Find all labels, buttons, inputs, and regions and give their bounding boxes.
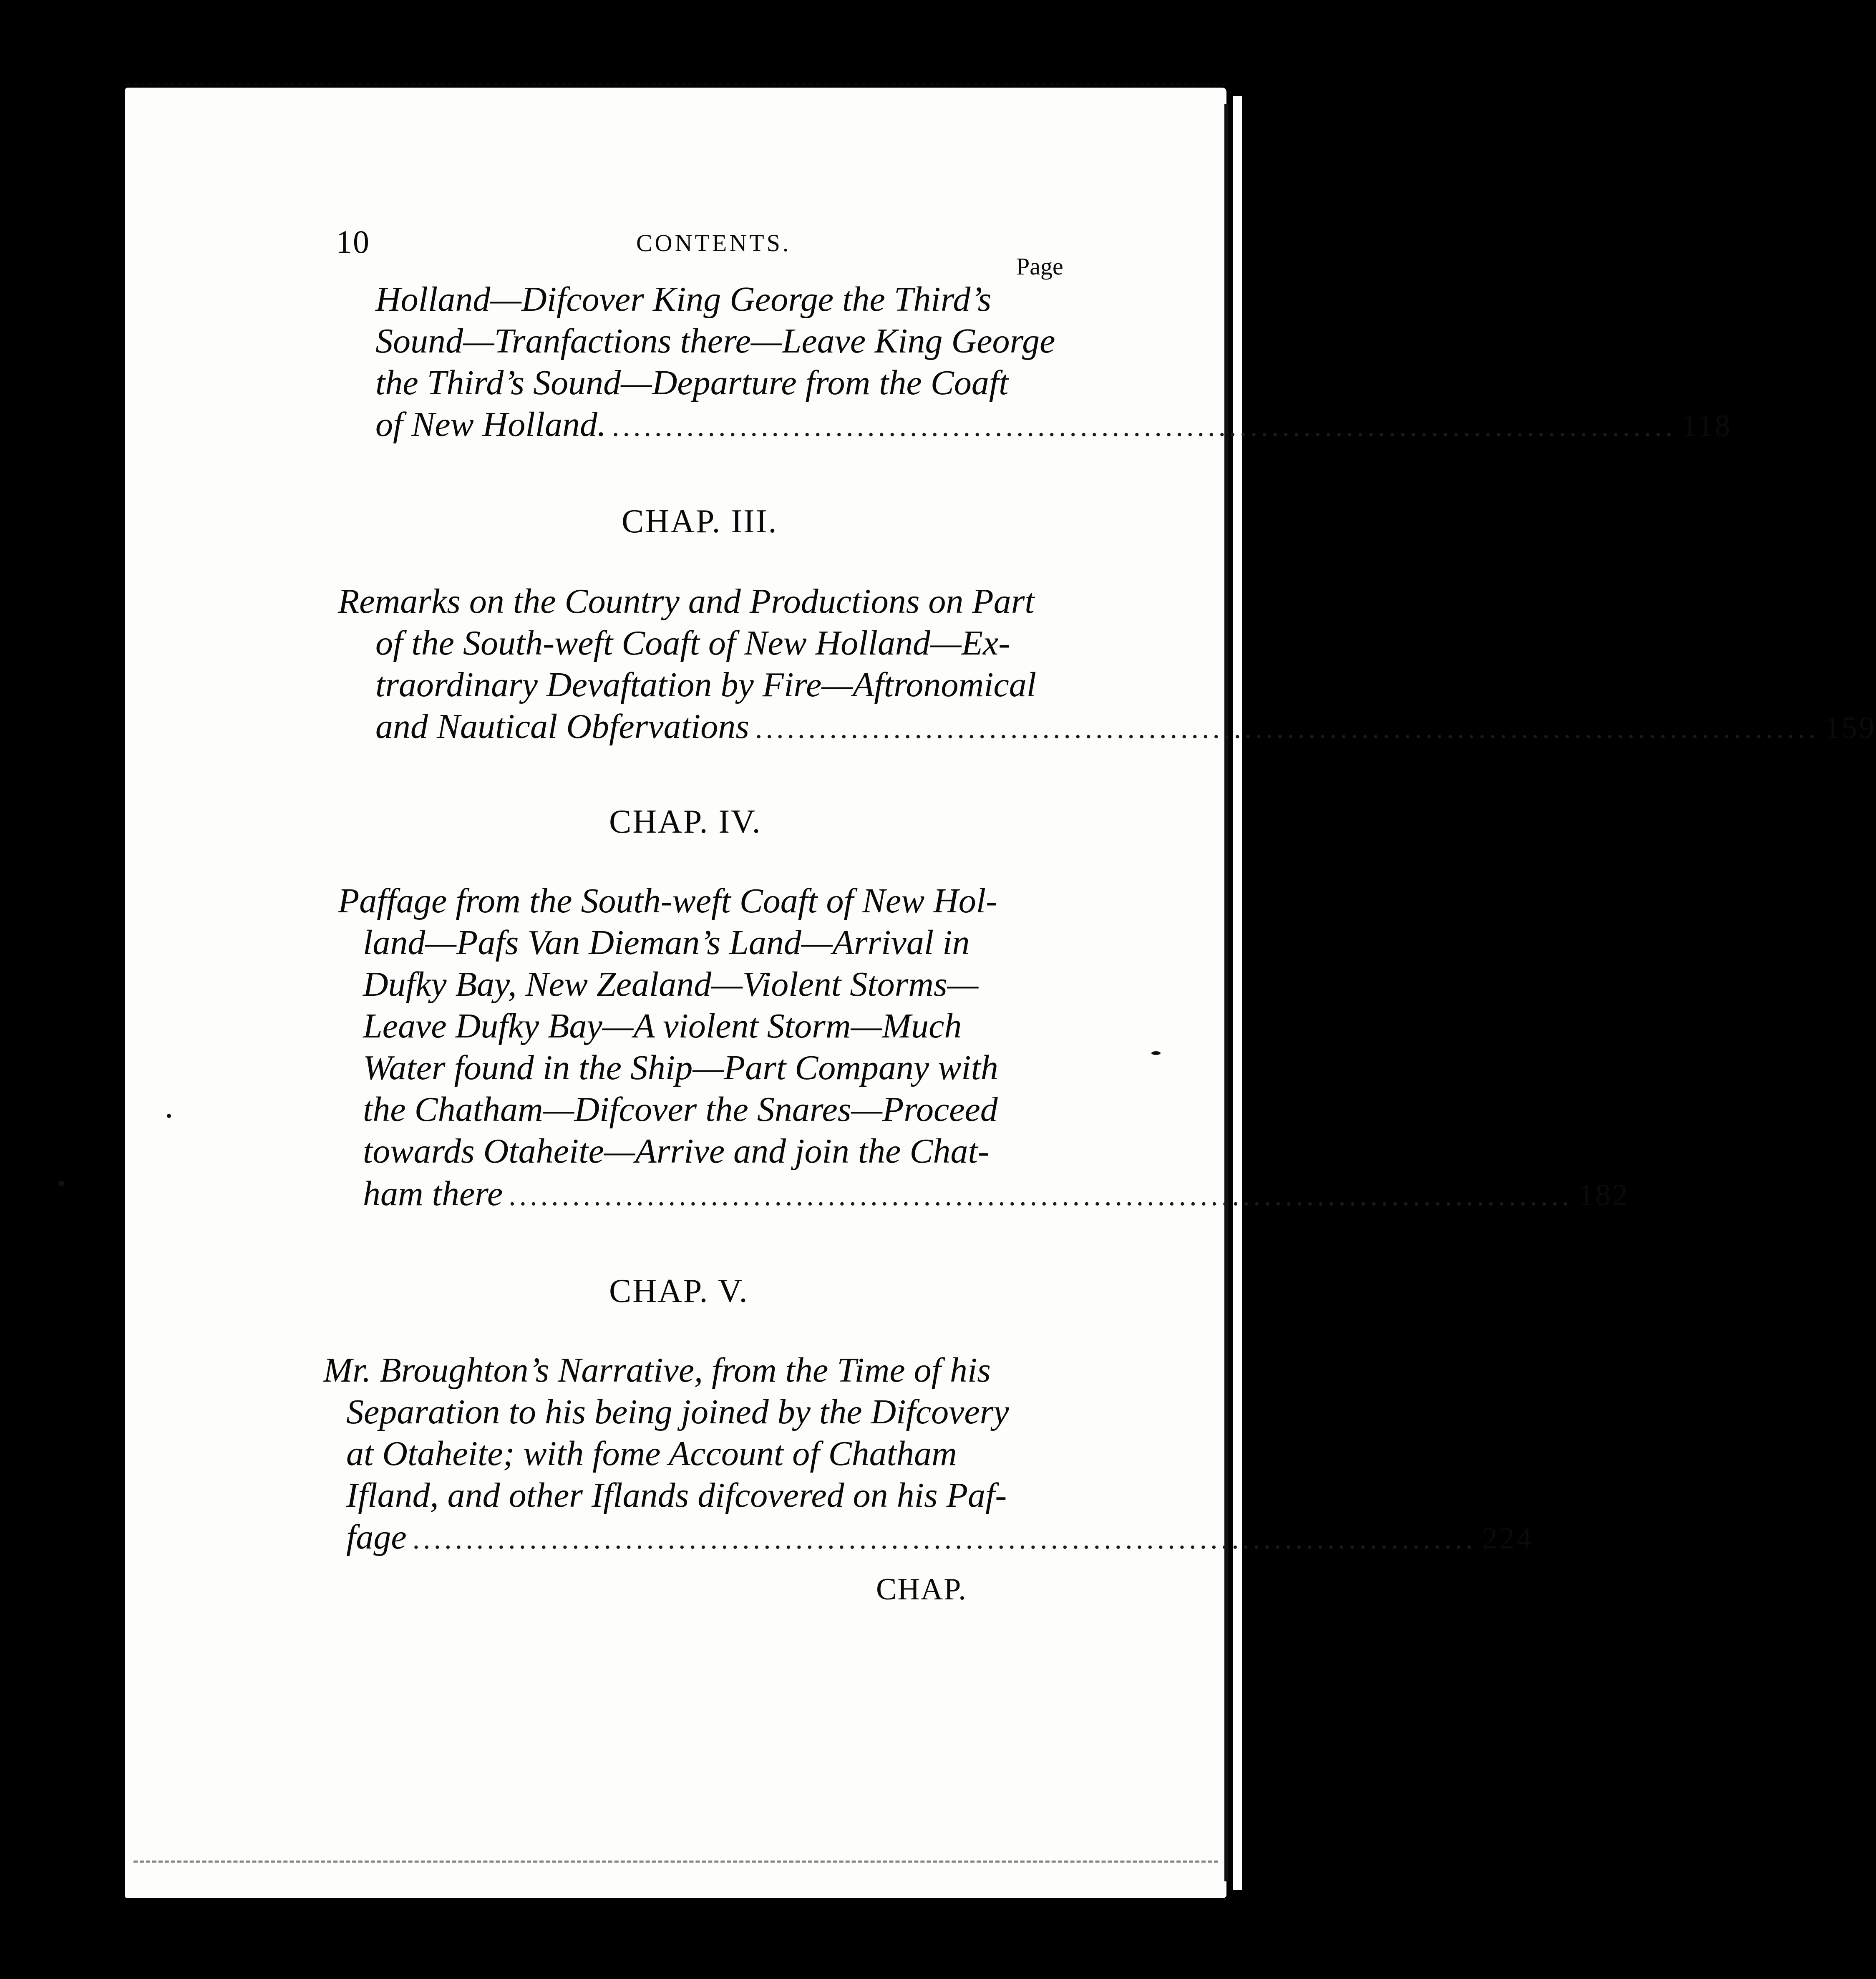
entry-line: the Third’s Sound—Departure from the Coaft bbox=[375, 363, 1009, 402]
paper-bottom-edge bbox=[133, 1856, 1218, 1863]
page-edge-strip bbox=[1233, 96, 1242, 1890]
entry-line: Leave Dufky Bay—A violent Storm—Much bbox=[363, 1007, 962, 1045]
dot-leader: .................................................................................................... bbox=[509, 1180, 1573, 1212]
dot-leader: .................................................................................................... bbox=[612, 410, 1676, 443]
entry-page-number: 224 bbox=[1482, 1521, 1534, 1556]
page-number: 10 bbox=[336, 224, 370, 260]
entry-line: Paffage from the South-weft Coaft of New Hol- bbox=[338, 881, 998, 920]
entry-line: ham there bbox=[363, 1174, 503, 1213]
dot-leader: .................................................................................................... bbox=[755, 713, 1819, 745]
entry-last-line bbox=[375, 404, 1732, 448]
page-column-label: Page bbox=[1016, 253, 1063, 280]
ink-speck bbox=[167, 1114, 171, 1118]
entry-last-line bbox=[375, 706, 1876, 750]
entry-line: Holland—Difcover King George the Third’s bbox=[375, 280, 992, 319]
entry-last-line bbox=[363, 1173, 1630, 1217]
entry-page-number: 182 bbox=[1578, 1178, 1630, 1212]
entry-line: Remarks on the Country and Productions on Part bbox=[338, 582, 1035, 621]
entry-page-number: 159 bbox=[1824, 711, 1876, 745]
entry-line: Water found in the Ship—Part Company with bbox=[363, 1048, 998, 1087]
ink-speck bbox=[58, 1181, 64, 1186]
chapter-heading: CHAP. V. bbox=[609, 1273, 749, 1309]
chapter-heading: CHAP. III. bbox=[622, 503, 778, 540]
entry-line: Separation to his being joined by the Difcovery bbox=[346, 1392, 1009, 1431]
entry-line: and Nautical Obfervations bbox=[375, 707, 749, 746]
catchword: CHAP. bbox=[876, 1572, 967, 1606]
entry-line: traordinary Devaftation by Fire—Aftronomical bbox=[375, 665, 1037, 704]
entry-line: of New Holland. bbox=[375, 405, 607, 444]
binding-shadow bbox=[1224, 104, 1229, 1881]
entry-line: at Otaheite; with fome Account of Chatham bbox=[346, 1434, 957, 1473]
entry-line: of the South-weft Coaft of New Holland—Ex- bbox=[375, 624, 1010, 662]
entry-line: fage bbox=[346, 1518, 407, 1556]
page-header bbox=[336, 223, 1053, 260]
entry-line: Ifland, and other Iflands difcovered on his Paf- bbox=[346, 1476, 1007, 1515]
entry-line: Sound—Tranfactions there—Leave King George bbox=[375, 322, 1055, 360]
paper-top-edge bbox=[125, 83, 1226, 93]
ink-speck bbox=[1151, 1051, 1161, 1055]
entry-line: towards Otaheite—Arrive and join the Chat- bbox=[363, 1132, 990, 1171]
entry-last-line bbox=[346, 1516, 1534, 1560]
chapter-heading: CHAP. IV. bbox=[609, 803, 762, 840]
entry-line: Dufky Bay, New Zealand—Violent Storms— bbox=[363, 965, 979, 1004]
running-title: CONTENTS. bbox=[636, 229, 791, 257]
entry-line: the Chatham—Difcover the Snares—Proceed bbox=[363, 1090, 998, 1129]
entry-line: Mr. Broughton’s Narrative, from the Time of his bbox=[323, 1351, 991, 1390]
dot-leader: .................................................................................................... bbox=[412, 1523, 1476, 1555]
entry-line: land—Pafs Van Dieman’s Land—Arrival in bbox=[363, 923, 970, 962]
entry-page-number: 118 bbox=[1682, 409, 1732, 443]
